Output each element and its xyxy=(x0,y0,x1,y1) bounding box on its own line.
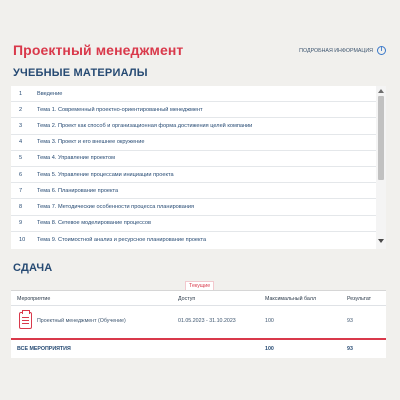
more-info-label: ПОДРОБНАЯ ИНФОРМАЦИЯ xyxy=(299,47,373,54)
list-item-label: Тема 6. Планирование проекта xyxy=(37,187,119,194)
list-item-number: 1 xyxy=(19,90,23,97)
list-item[interactable] xyxy=(11,199,376,215)
list-item-label: Введение xyxy=(37,90,63,97)
list-item-label: Тема 2. Проект как способ и организационная форма достижения целей компании xyxy=(37,122,253,129)
list-item[interactable] xyxy=(11,216,376,232)
list-item-number: 10 xyxy=(19,236,26,243)
total-label: ВСЕ МЕРОПРИЯТИЯ xyxy=(17,346,71,352)
total-max-score: 100 xyxy=(265,346,274,352)
chevron-up-icon[interactable] xyxy=(378,89,384,93)
list-item[interactable] xyxy=(11,135,376,151)
list-item[interactable] xyxy=(11,167,376,183)
list-item[interactable] xyxy=(11,86,376,102)
list-item-number: 7 xyxy=(19,187,23,194)
list-item-number: 2 xyxy=(19,106,23,113)
list-item-number: 5 xyxy=(19,155,23,162)
list-item-number: 9 xyxy=(19,220,23,227)
list-item-number: 4 xyxy=(19,139,23,146)
chevron-down-icon[interactable] xyxy=(378,239,384,243)
table-row[interactable] xyxy=(11,307,386,337)
list-item-label: Тема 8. Сетевое моделирование процессов xyxy=(37,220,151,227)
column-header-result: Результат xyxy=(347,296,372,302)
list-item-number: 3 xyxy=(19,122,23,129)
list-item-label: Тема 1. Современный проектно-ориентированный менеджмент xyxy=(37,106,203,113)
event-name-link[interactable]: Проектный менеджмент (Обучение) xyxy=(37,318,126,324)
list-item-label: Тема 9. Стоимостной анализ и ресурсное планирование проекта xyxy=(37,236,207,243)
list-item[interactable] xyxy=(11,183,376,199)
more-info-link[interactable] xyxy=(299,46,386,55)
results-table xyxy=(11,290,386,358)
column-header-max-score: Максимальный балл xyxy=(265,296,317,302)
list-item-label: Тема 4. Управление проектом xyxy=(37,155,115,162)
event-max-score: 100 xyxy=(265,318,274,324)
list-item[interactable] xyxy=(11,151,376,167)
info-icon: I xyxy=(377,46,386,55)
sdacha-heading: СДАЧА xyxy=(13,262,53,274)
list-item[interactable] xyxy=(11,102,376,118)
event-result: 93 xyxy=(347,318,353,324)
total-result: 93 xyxy=(347,346,353,352)
list-item-label: Тема 5. Управление процессами инициации проекта xyxy=(37,171,174,178)
list-item-label: Тема 3. Проект и его внешнее окружение xyxy=(37,139,145,146)
materials-list xyxy=(11,86,386,249)
column-header-access: Доступ xyxy=(178,296,196,302)
list-item-label: Тема 7. Методические особенности процесса планирования xyxy=(37,203,195,210)
table-header-row xyxy=(11,291,386,306)
materials-heading: УЧЕБНЫЕ МАТЕРИАЛЫ xyxy=(13,67,148,79)
scrollbar-thumb[interactable] xyxy=(378,96,384,180)
column-header-event: Мероприятие xyxy=(17,296,51,302)
list-item[interactable] xyxy=(11,232,376,248)
event-access-dates: 01.05.2023 - 31.10.2023 xyxy=(178,318,236,324)
clipboard-document-icon xyxy=(19,312,32,329)
list-item[interactable] xyxy=(11,118,376,134)
page-title: Проектный менеджмент xyxy=(13,42,184,58)
list-item-number: 8 xyxy=(19,203,23,210)
total-row xyxy=(11,338,386,359)
materials-scrollbar[interactable] xyxy=(376,86,386,249)
tab-current[interactable]: Текущие xyxy=(185,281,214,290)
list-item-number: 6 xyxy=(19,171,23,178)
